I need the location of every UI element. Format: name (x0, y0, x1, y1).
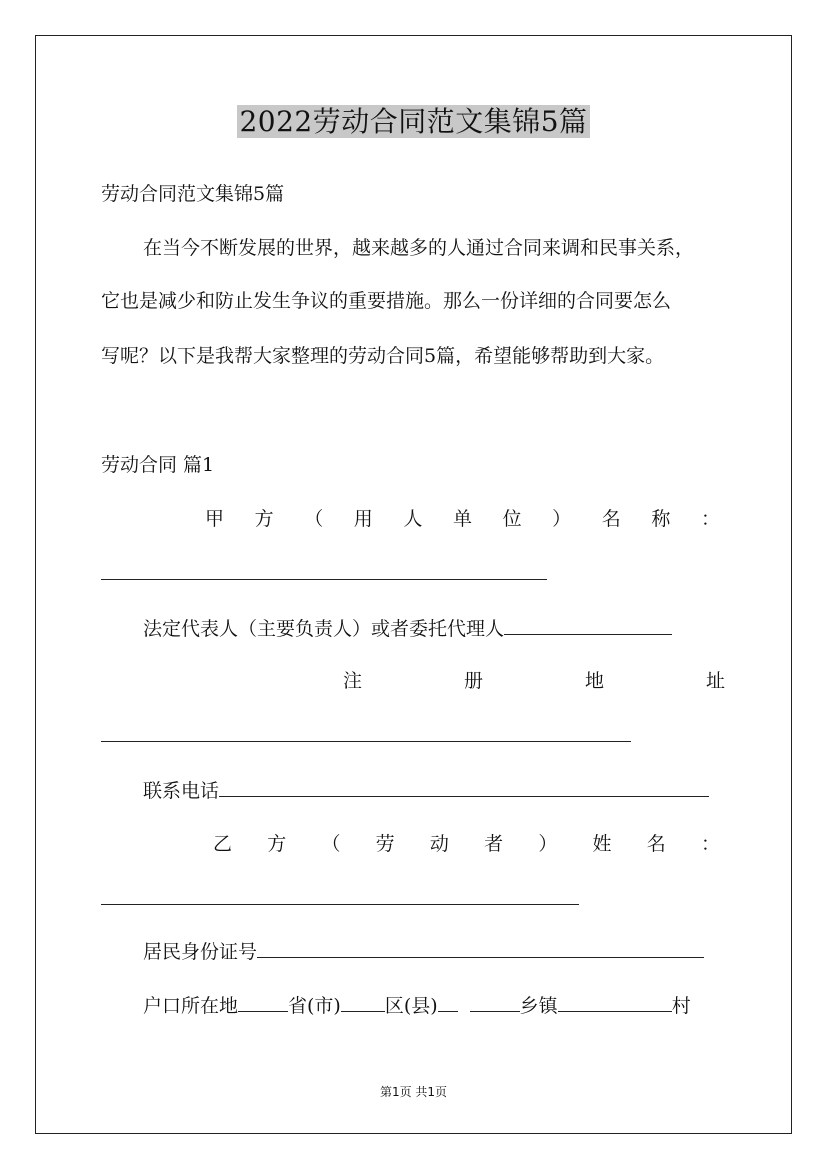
party-b-char: 姓 (592, 833, 612, 855)
household-province: 省(市) (288, 995, 341, 1017)
legal-rep-label: 法定代表人（主要负责人）或者委托代理人 (143, 618, 505, 640)
town-blank (470, 993, 520, 1012)
household-village: 村 (671, 995, 691, 1017)
party-a-blank (101, 579, 547, 580)
address-label (343, 669, 725, 693)
address-blank (101, 741, 631, 742)
party-b-char: ） (538, 833, 558, 855)
document-subtitle: 劳动合同范文集锦5篇 (101, 183, 285, 205)
province-blank (238, 993, 288, 1012)
party-a-char: 位 (502, 508, 522, 530)
party-b-char: 乙 (213, 833, 233, 855)
district-blank (341, 993, 385, 1012)
section-heading: 劳动合同 篇1 (101, 454, 215, 476)
intro-line-3: 写呢？以下是我帮大家整理的劳动合同5篇，希望能够帮助到大家。 (101, 345, 665, 367)
intro-line-2: 它也是减少和防止发生争议的重要措施。那么一份详细的合同要怎么 (101, 290, 672, 312)
household-label: 户口所在地 (143, 995, 239, 1017)
address-char: 注 (343, 670, 363, 692)
party-a-char: 称 (651, 508, 671, 530)
party-a-char: 用 (353, 508, 373, 530)
household-district: 区(县) (384, 995, 438, 1017)
party-b-char: （ (321, 833, 341, 855)
party-a-char: 甲 (205, 508, 225, 530)
party-a-char: 单 (452, 508, 472, 530)
legal-rep-line (143, 616, 672, 641)
address-char: 址 (705, 670, 725, 692)
party-a-char: ） (552, 508, 572, 530)
party-b-char: 方 (267, 833, 287, 855)
district-blank-2 (438, 993, 458, 1012)
intro-line-1: 在当今不断发展的世界，越来越多的人通过合同来调和民事关系， (143, 237, 695, 259)
party-a-label (205, 507, 720, 531)
document-title: 2022劳动合同范文集锦5篇 (239, 105, 588, 138)
id-line (143, 939, 704, 964)
legal-rep-blank (504, 616, 672, 635)
household-line (143, 993, 691, 1018)
party-b-char: 名 (646, 833, 666, 855)
party-b-char: ： (700, 833, 720, 855)
phone-line (143, 778, 709, 803)
party-a-char: （ (304, 508, 324, 530)
phone-blank (219, 778, 709, 797)
party-b-blank (101, 904, 579, 905)
party-a-char: 名 (601, 508, 621, 530)
household-town: 乡镇 (519, 995, 558, 1017)
page-footer: 第1页 共1页 (379, 1085, 448, 1099)
address-char: 册 (463, 670, 483, 692)
party-b-char: 者 (484, 833, 504, 855)
id-label: 居民身份证号 (143, 941, 258, 963)
party-b-char: 劳 (375, 833, 395, 855)
address-char: 地 (584, 670, 604, 692)
village-blank (558, 993, 672, 1012)
party-b-char: 动 (429, 833, 449, 855)
party-a-char: 人 (403, 508, 423, 530)
party-b-label (213, 832, 720, 856)
phone-label: 联系电话 (143, 780, 220, 802)
document-title-wrap (0, 102, 827, 142)
id-blank (257, 939, 704, 958)
party-a-char: 方 (254, 508, 274, 530)
party-a-char: ： (700, 508, 720, 530)
